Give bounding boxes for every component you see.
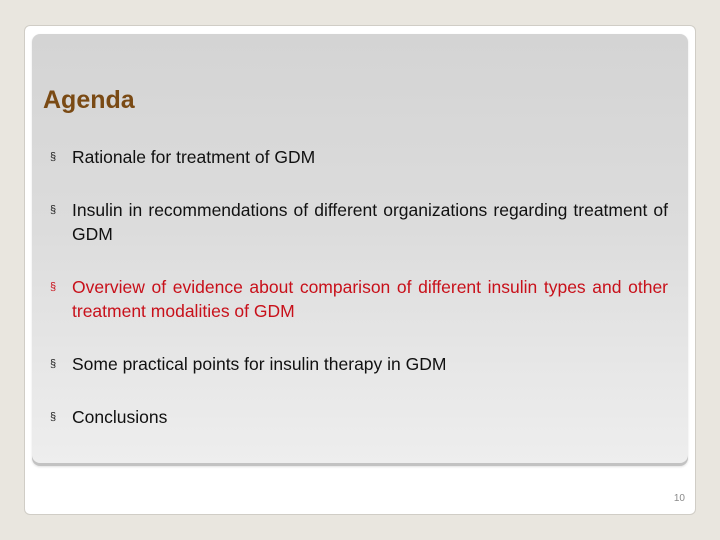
bullet-icon: § — [50, 411, 57, 423]
bullet-icon: § — [50, 204, 57, 216]
agenda-item-recommendations — [50, 198, 668, 246]
agenda-item-text: Some practical points for insulin therapy in GDM — [72, 354, 447, 374]
page-number: 10 — [673, 493, 685, 504]
agenda-item-evidence-overview — [50, 275, 668, 323]
agenda-item-conclusions — [50, 405, 668, 429]
agenda-list — [50, 145, 668, 429]
agenda-item-text: Rationale for treatment of GDM — [72, 147, 316, 167]
agenda-item-text: Insulin in recommendations of different organizations regarding treatment of GDM — [72, 200, 668, 244]
agenda-item-text: Overview of evidence about comparison of different insulin types and other treatment modalities of GDM — [72, 277, 668, 321]
slide-title: Agenda — [43, 86, 135, 114]
bullet-icon: § — [50, 358, 57, 370]
agenda-item-text: Conclusions — [72, 407, 168, 427]
agenda-item-rationale — [50, 145, 668, 169]
agenda-item-practical-points — [50, 352, 668, 376]
bullet-icon: § — [50, 281, 57, 293]
bullet-icon: § — [50, 151, 57, 163]
